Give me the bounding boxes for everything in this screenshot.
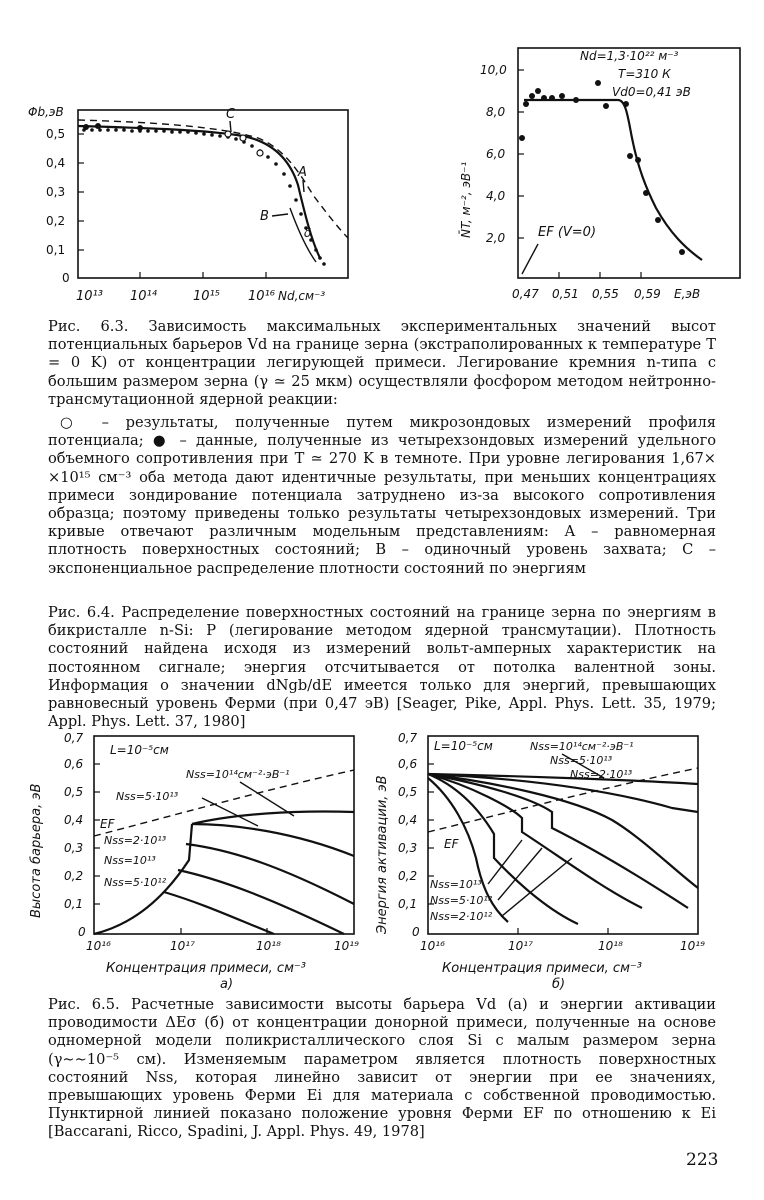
dotted-series (82, 128, 326, 266)
L-label: L=10⁻⁵см (434, 739, 493, 753)
y-tick-label: 0,1 (46, 243, 66, 257)
y-axis-label: Энергия активации, эВ (375, 775, 390, 934)
nss-label: Nss=10¹³ (430, 878, 482, 891)
nss-label: Nss=5·10¹³ (550, 754, 613, 767)
y-tick-label: 0,5 (46, 127, 66, 141)
y-tick-label: 0,1 (64, 897, 84, 911)
x-axis-label: Концентрация примеси, см⁻³ (106, 961, 306, 976)
x-tick-label: 10¹⁹ (680, 939, 705, 953)
y-tick-label: 0,4 (46, 156, 66, 170)
y-ticks (78, 134, 84, 250)
fermi-pointer (522, 244, 538, 274)
y-tick-label: 0,6 (64, 757, 84, 771)
x-tick-label: 10¹⁸ (256, 939, 281, 953)
nss-curve-1e14 (192, 812, 354, 825)
y-tick-label: 0,2 (46, 214, 66, 228)
figure-6-3 (28, 90, 358, 312)
y-axis-label: Высота барьера, эВ (29, 783, 44, 918)
nss-curve-2e13 (186, 844, 354, 904)
y-tick-label: 0,1 (398, 897, 418, 911)
y-tick-label: 4,0 (486, 189, 506, 203)
y-tick-label: 0,3 (398, 841, 418, 855)
nss-curve-5e13 (192, 824, 354, 856)
x-tick-label: 10¹⁷ (170, 939, 195, 953)
panel-label: а) (220, 977, 234, 990)
caption-fig-6-5: Рис. 6.5. Расчетные зависимости высоты барьера Vd (а) и энергии активации проводимости ΔEσ (б) от концентрации донорной примеси, полученные на основе одномерной модели поликристаллического слоя Si с малым размером зерна (γ∼∼10⁻⁵ см). Изменяемым параметром является плотность поверхностных состояний Nss, которая линейно зависит от энергии при ее значениях, превышающих уровень Ферми Ei для материала с собственной проводимостью. Пунктирной линией показано положение уровня Ферми EF по отношению к Ei [Baccarani, Ricco, Spadini, J. Appl. Phys. 49, 1978] (48, 996, 716, 1141)
curve-C (78, 126, 320, 258)
nss-label: Nss=5·10¹³ (116, 790, 179, 803)
y-tick-label: 8,0 (486, 105, 506, 119)
nss-label: Nss=5·10¹² (430, 894, 493, 907)
y-axis-label: N̄T, м⁻², эВ⁻¹ (459, 161, 473, 238)
x-tick-label: 10¹⁶ (248, 289, 275, 304)
y-ticks (518, 70, 524, 238)
caption-fig-6-4: Рис. 6.4. Распределение поверхностных состояний на границе зерна по энергиям в бикристалле n-Si: P (легирование методом ядерной трансмутации). Плотность состояний найдена исходя из измерений вольт-амперных характеристик на постоянном сигнале; энергия отсчитывается от потолка валентной зоны. Информация о значении dNgb/dE имеется только для энергий, превышающих равновесный уровень Ферми (при 0,47 эВ) [Seager, Pike, Appl. Phys. Lett. 35, 1979; Appl. Phys. Lett. 37, 1980] (48, 604, 716, 731)
y-tick-label: 0,5 (64, 785, 84, 799)
x-tick-label: 10¹⁷ (508, 939, 533, 953)
y-axis-label: Φb,эВ (28, 105, 64, 119)
nss-curve-1e13 (178, 870, 344, 934)
nss-label: Nss=2·10¹³ (104, 834, 167, 847)
figure-6-5b (372, 728, 732, 990)
nss-label: Nss=10¹⁴см⁻²·эВ⁻¹ (186, 768, 290, 781)
nss-label: Nss=10¹³ (104, 854, 156, 867)
y-tick-label: 0,6 (398, 757, 418, 771)
caption-fig-6-3-body: ○ – результаты, полученные путем микрозондовых измерений профиля потенциала; ● – данные, полученные из четырехзондовых измерений удельного объемного сопротивления при T ≃ 270 K в темноте. При уровне легирования 1,67× ×10¹⁵ см⁻³ оба метода дают идентичные результаты, при меньших концентрациях примеси зондирование потенциала затруднено из-за высокого сопротивления образца; поэтому приведены только результаты четырехзондовых измерений. Три кривые отвечают различным модельным представлениям: A – равномерная плотность поверхностных состояний; B – одиночный уровень захвата; C – экспоненциальное распределение плотности состояний по энергиям (48, 414, 716, 577)
x-tick-label: 10¹⁹ (334, 939, 359, 953)
x-tick-label: 0,59 (634, 287, 661, 301)
plot-frame (518, 48, 740, 278)
figure-6-5a (14, 728, 374, 990)
x-ticks (181, 928, 267, 934)
x-tick-label: 0,51 (552, 287, 579, 301)
x-axis-unit: E,эВ (674, 287, 701, 301)
y-tick-label: 6,0 (486, 147, 506, 161)
x-tick-label: 10¹⁸ (598, 939, 623, 953)
y-tick-label: 0 (78, 925, 86, 939)
nss-label: Nss=2·10¹² (430, 910, 493, 923)
nss-curve-5e12 (164, 892, 274, 934)
curve-label-B: B (260, 209, 269, 224)
ef-label: EF (444, 837, 459, 851)
param-T: T=310 К (618, 67, 671, 81)
y-tick-label: 0 (62, 271, 70, 285)
y-tick-label: 0,5 (398, 785, 418, 799)
param-Vd0: Vd0=0,41 эВ (612, 85, 691, 99)
x-tick-label: 0,55 (592, 287, 619, 301)
curve-label-C: C (226, 107, 236, 122)
curve-label-A: A (298, 165, 307, 180)
y-tick-label: 2,0 (486, 231, 506, 245)
y-tick-label: 0,4 (398, 813, 418, 827)
x-ticks (140, 272, 266, 278)
L-label: L=10⁻⁵см (110, 743, 169, 757)
y-tick-label: 0,4 (64, 813, 84, 827)
x-tick-label: 10¹⁶ (86, 939, 111, 953)
y-tick-label: 0,3 (46, 185, 66, 199)
x-tick-label: 0,47 (512, 287, 539, 301)
caption-fig-6-3: Рис. 6.3. Зависимость максимальных экспериментальных значений высот потенциальных барьеров Vd на границе зерна (экстраполированных к температуре T = 0 K) от концентрации легирующей примеси. Легирование кремния n-типа с большим размером зерна (γ ≃ 25 мкм) осуществляли фосфором методом нейтронно-трансмутационной ядерной реакции: (48, 318, 716, 408)
nss-label: Nss=10¹⁴см⁻²·эВ⁻¹ (530, 740, 634, 753)
x-tick-label: 10¹³ (76, 289, 103, 304)
x-axis-unit: Nd,см⁻³ (278, 289, 326, 303)
x-tick-label: 10¹⁶ (420, 939, 445, 953)
x-ticks (559, 272, 641, 278)
y-tick-label: 0,3 (64, 841, 84, 855)
x-axis-label: Концентрация примеси, см⁻³ (442, 961, 642, 976)
nss-label: Nss=2·10¹³ (570, 768, 633, 781)
y-tick-label: 0,2 (398, 869, 418, 883)
curve-label-delta: δ (304, 226, 312, 240)
page-number: 223 (686, 1150, 719, 1170)
figure-6-4 (440, 38, 750, 308)
y-tick-label: 0 (412, 925, 420, 939)
ef-label: EF (100, 817, 115, 831)
x-tick-label: 10¹⁴ (130, 289, 157, 304)
panel-label: б) (552, 977, 566, 990)
x-tick-label: 10¹⁵ (193, 289, 220, 304)
act-curve-3 (428, 774, 698, 888)
nss-label: Nss=5·10¹² (104, 876, 167, 889)
y-tick-label: 0,7 (398, 731, 418, 745)
y-tick-label: 0,2 (64, 869, 84, 883)
y-tick-label: 10,0 (480, 63, 507, 77)
y-tick-label: 0,7 (64, 731, 84, 745)
fermi-label: EF (V=0) (538, 225, 597, 240)
x-ticks (518, 928, 608, 934)
param-Nd: Nd=1,3·10²² м⁻³ (580, 49, 679, 63)
